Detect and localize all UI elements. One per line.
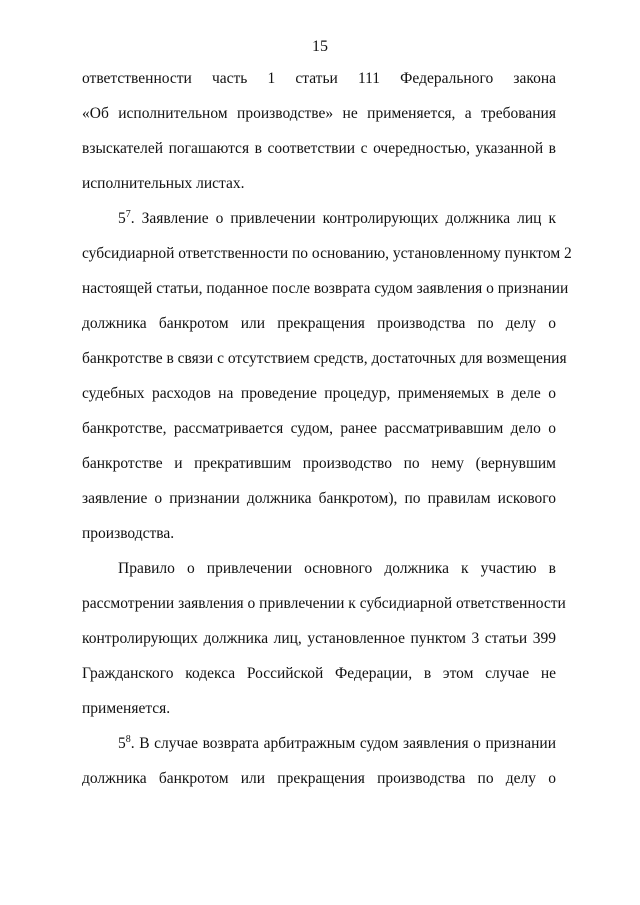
- text-line: Правило о привлечении основного должника к участию в: [118, 560, 556, 577]
- text-line: субсидиарной ответственности по основанию, установленному пунктом 2: [82, 245, 572, 262]
- text-line: применяется.: [82, 700, 171, 717]
- text-line: Гражданского кодекса Российской Федерации, в этом случае не: [82, 665, 556, 682]
- text-line: должника банкротом или прекращения производства по делу о: [82, 315, 556, 332]
- text-line: заявление о признании должника банкротом), по правилам искового: [82, 490, 556, 507]
- text-line: должника банкротом или прекращения производства по делу о: [82, 770, 556, 787]
- text-line: «Об исполнительном производстве» не применяется, а требования: [82, 105, 556, 122]
- text-line: банкротстве и прекратившим производство по нему (вернувшим: [82, 455, 556, 472]
- clause-number: $5^8$: [118, 733, 131, 752]
- text-line: судебных расходов на проведение процедур, применяемых в деле о: [82, 385, 556, 402]
- text-line: $5^8$. В случае возврата арбитражным судом заявления о признании: [118, 733, 556, 752]
- text-line: контролирующих должника лиц, установленное пунктом 3 статьи 399: [82, 630, 556, 647]
- text-line: настоящей статьи, поданное после возврата судом заявления о признании: [82, 280, 569, 297]
- clause-number: $5^7$: [118, 208, 131, 227]
- text-line: исполнительных листах.: [82, 175, 245, 192]
- text-line: банкротстве в связи с отсутствием средств, достаточных для возмещения: [82, 350, 567, 367]
- page-number: 15: [312, 38, 328, 55]
- text-line: рассмотрении заявления о привлечении к субсидиарной ответственности: [82, 595, 566, 612]
- text-line: банкротстве, рассматривается судом, ранее рассматривавшим дело о: [82, 420, 556, 437]
- text-line: производства.: [82, 525, 175, 542]
- text-line: взыскателей погашаются в соответствии с очередностью, указанной в: [82, 140, 556, 157]
- text-line: $5^7$. Заявление о привлечении контролирующих должника лиц к: [118, 208, 556, 227]
- text-line: ответственности часть 1 статьи 111 Федерального закона: [82, 70, 556, 87]
